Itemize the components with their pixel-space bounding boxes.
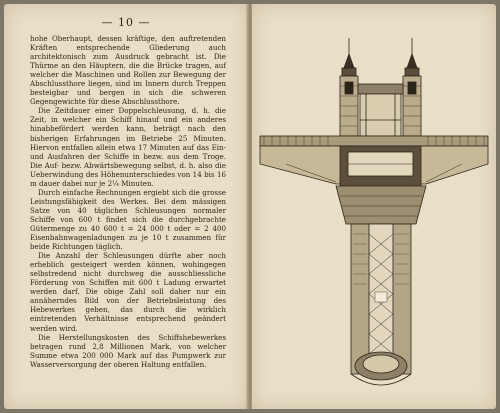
- paragraph-5: Die Herstellungskosten des Schiffshebewerkes betragen rund 2,8 Millionen Mark, von welcher Summe etwa 200 000 Mark auf das Pumpwerk zur Wasserversorgung der oberen Haltung entfallen.: [30, 332, 226, 369]
- left-page: [4, 4, 248, 409]
- paragraph-3: Durch einfache Rechnungen ergiebt sich die grosse Leistungsfähigkeit des Werkes. Bei dem mässigen Satze von 40 täglichen Schleusungen normaler Schiffe von 600 t findet sich die durchgebrachte Gütermenge zu 40 600 t = 24 000 t oder = 2 400 Eisenbahnwagenladungen zu je 10 t zusammen für beide Richtungen täglich.: [30, 187, 226, 252]
- paragraph-4: Die Anzahl der Schleusungen dürfte aber noch erheblich gesteigert werden können, wohingegen selbstredend nicht durchweg die ausschliessliche Förderung von Schiffen mit 600 t Ladung erwartet werden darf. Die obige Zahl soll daher nur ein annäherndes Bild von der Betriebsleistung des Hebewerkes geben, das durch die wirklich eintretenden Verhältnisse entsprechend geändert werden wird.: [30, 251, 226, 333]
- paragraph-1: hohe Oberhaupt, dessen kräftige, den auftretenden Kräften entsprechende Gliederung auch architektonisch zum Ausdruck gebracht ist. Die Thürme an den Häuptern, die die Brücke tragen, auf welcher die Maschinen und Rollen zur Bewegung der Abschlussthore liegen, sind im Innern durch Treppen besteigbar und bergen in sich die schweren Gegengewichte für diese Abschlussthore.: [30, 34, 226, 107]
- right-page: [252, 4, 496, 409]
- page-number: — 10 —: [101, 16, 151, 29]
- paragraph-2: Die Zeitdauer einer Doppelschleusung, d. h. die Zeit, in welcher ein Schiff hinauf und ein anderes hinabbefördert werden kann, beträgt nach den bisherigen Erfahrungen im Betriebe 25 Minuten. Hiervon entfallen allein etwa 17 Minuten auf das Ein- und Ausfahren der Schiffe in bezw. aus dem Troge. Die Auf- bezw. Abwärtsbewegung selbst, d. h. also die Ueberwindung des Höhenunterschiedes von 14 bis 16 m dauer dabei nur je 2¼ Minuten.: [30, 106, 226, 188]
- body-text: [30, 34, 226, 369]
- ship-lift-illustration: [256, 24, 492, 394]
